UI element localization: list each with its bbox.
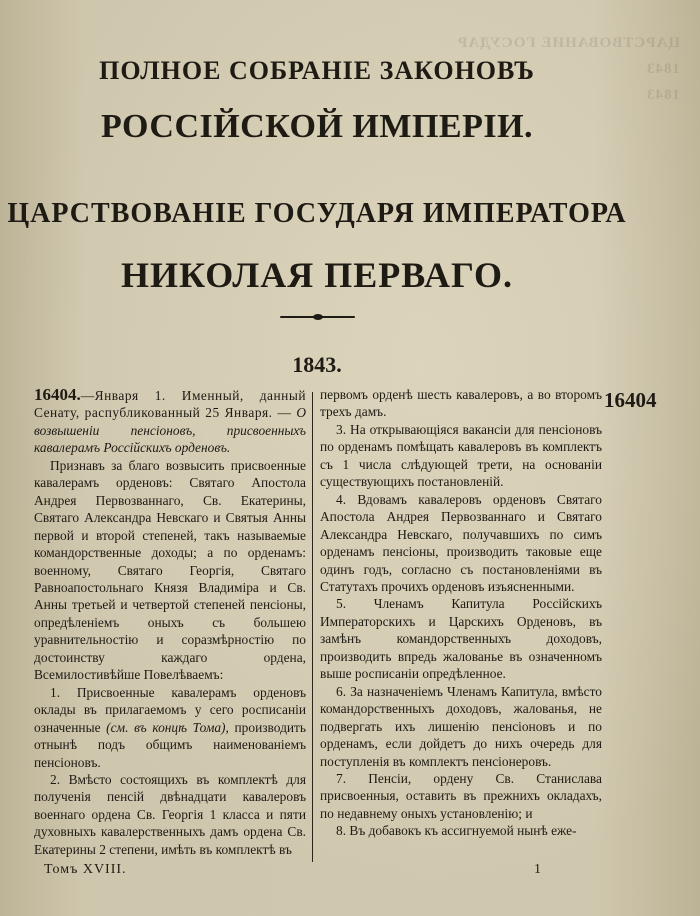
article-1-text-b: производить отнынѣ подъ общимъ наименованіемъ пенсіоновъ. xyxy=(34,719,307,770)
law-heading-paragraph xyxy=(34,386,306,457)
article-1-paragraph xyxy=(34,684,306,771)
page-number: 1 xyxy=(534,862,541,877)
reign-line: ЦАРСТВОВАНІЕ ГОСУДАРЯ ИМПЕРАТОРА xyxy=(7,198,627,229)
bleed-line: 1843 xyxy=(646,87,680,103)
article-1-reference: (см. въ концѣ Тома), xyxy=(106,719,229,735)
article-6-paragraph: 6. За назначеніемъ Членамъ Капитула, вмѣсто командорственныхъ доходовъ, жалованья, не подвергать ихъ лишенію пенсіоновъ и по орденамъ, если дойдетъ до нихъ очередь для поступленія въ комплектъ пенсіонеровъ. xyxy=(320,683,602,769)
year-heading: 1843. xyxy=(292,352,342,377)
article-1-text-a: 1. Присвоенные кавалерамъ орденовъ оклады въ прилагаемомъ у сего росписаніи означенные xyxy=(34,684,306,735)
side-law-number: 16404 xyxy=(604,388,657,412)
law-number: 16404. xyxy=(34,385,81,404)
continuation-paragraph: первомъ орденѣ шесть кавалеровъ, а во второмъ трехъ дамъ. xyxy=(320,387,602,420)
law-heading-text: —Января 1. Именный, данный Сенату, распубликованный 25 Января. — xyxy=(34,388,306,421)
article-2-paragraph: 2. Вмѣсто состоящихъ въ комплектѣ для полученія пенсій двѣнадцати кавалеровъ военнаго ордена Св. Георгія 1 класса и пяти духовныхъ кавалерственныхъ дамъ ордена Св. Екатерины 2 степени, имѣть въ комплектѣ въ xyxy=(34,771,306,857)
volume-label: Томъ XVIII. xyxy=(44,862,127,877)
article-3-paragraph: 3. На открывающіяся вакансіи для пенсіоновъ по орденамъ помѣщать кавалеровъ въ комплектъ съ 1 числа слѣдующей трети, на основаніи существующихъ постановленій. xyxy=(320,421,602,490)
emperor-name: НИКОЛАЯ ПЕРВАГО. xyxy=(121,255,513,295)
article-8-paragraph: 8. Въ добавокъ къ ассигнуемой нынѣ еже- xyxy=(336,823,577,839)
ornament-rule xyxy=(280,314,355,320)
bleed-line: ЦАРСТВОВАНИЕ ГОСУДАР xyxy=(457,35,680,51)
column-divider xyxy=(312,392,313,862)
article-4-paragraph: 4. Вдовамъ кавалеровъ орденовъ Святаго Апостола Андрея Первозваннаго и Святаго Александра Невскаго, получавшихъ по симъ орденамъ пенсіоны, производить таковые еще одинъ годъ, согласно съ постановленіями въ Статутахъ прочихъ орденовъ изъясненными. xyxy=(320,491,602,594)
bleed-line: 1843 xyxy=(646,61,680,77)
right-column xyxy=(320,386,602,840)
law-title: О возвышеніи пенсіоновъ, присвоенныхъ кавалерамъ Россійскихъ орденовъ. xyxy=(34,405,306,456)
article-7-paragraph: 7. Пенсіи, ордену Св. Станислава присвоенныя, оставить въ прежнихъ окладахъ, по недавнему оныхъ установленію; и xyxy=(320,770,602,821)
preamble-paragraph: Признавъ за благо возвысить присвоенные кавалерамъ орденовъ: Святаго Апостола Андрея Первозваннаго, Св. Екатерины, Святаго Александра Невскаго и Святыя Анны первой и второй степеней, такъ называемые командорственные доходы; а по орденамъ: военному, Святаго Георгія, Святаго Равноапостольнаго Князя Владиміра и Св. Анны третьей и четвертой степеней пенсіоны, опредѣленіемъ оныхъ съ большею уравнительностію и соразмѣрностію по достоинству каждаго ордена, Всемилостивѣйше Повелѣваемъ: xyxy=(34,457,306,683)
title-line-2: РОССІЙСКОЙ ИМПЕРІИ. xyxy=(100,108,534,145)
left-column xyxy=(34,386,306,858)
article-5-paragraph: 5. Членамъ Капитула Россійскихъ Императорскихъ и Царскихъ Орденовъ, въ замѣнъ командорственныхъ доходовъ, производить впредь жалованье въ означенномъ выше росписаніи опредѣленное. xyxy=(320,596,602,682)
title-line-1: ПОЛНОЕ СОБРАНІЕ ЗАКОНОВЪ xyxy=(99,56,535,85)
